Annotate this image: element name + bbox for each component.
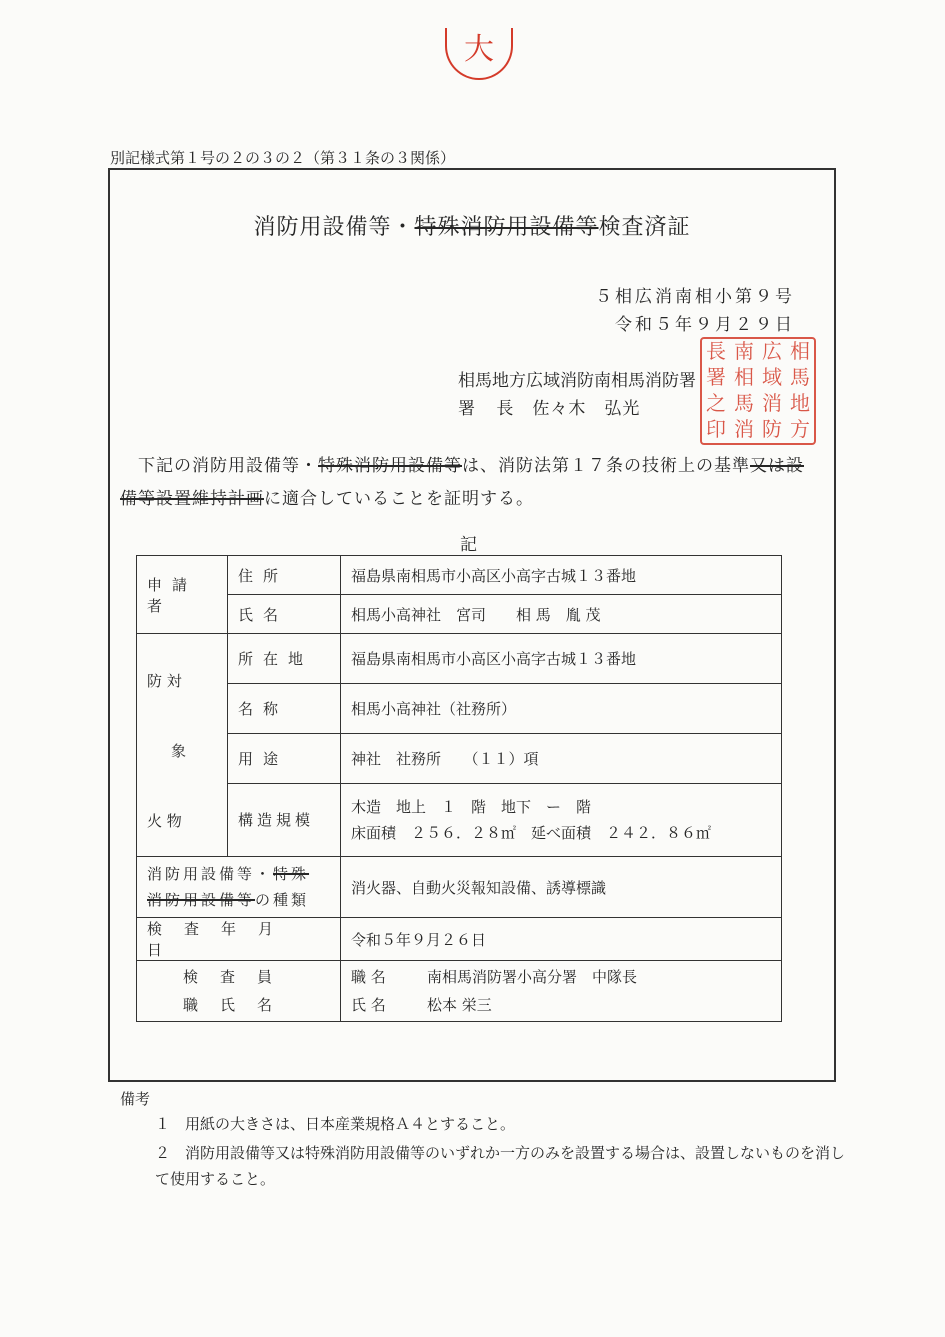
table-row	[137, 857, 782, 918]
equip-label-2-struck: 消防用設備等	[147, 891, 256, 909]
table-row	[137, 918, 782, 961]
seal-char: 署	[706, 365, 726, 389]
inspector-name-line	[351, 991, 771, 1019]
document-title	[108, 210, 836, 241]
seal-char: 広	[762, 339, 782, 363]
structure-line-2: 床面積 ２５６．２８㎡ 延べ面積 ２４２．８６㎡	[351, 823, 712, 842]
applicant-label: 申請者	[147, 575, 198, 615]
certification-statement	[120, 450, 810, 516]
table-row	[137, 683, 782, 733]
address-value: 福島県南相馬市小高区小高字古城１３番地	[341, 556, 782, 595]
inspect-date-value: 令和５年９月２６日	[341, 918, 782, 961]
location-value: 福島県南相馬市小高区小高字古城１３番地	[341, 634, 782, 684]
seal-char: 之	[706, 391, 726, 415]
structure-value	[341, 783, 782, 856]
location-label: 所在地	[238, 649, 314, 668]
equip-value: 消火器、自動火災報知設備、誘導標識	[341, 857, 782, 918]
equip-label-line-2	[147, 887, 330, 913]
title-part1: 消防用設備等・	[253, 215, 415, 240]
building-name-value: 相馬小高神社（社務所）	[341, 683, 782, 733]
inspect-date-label: 検査年月日	[147, 920, 296, 959]
structure-label: 構造規模	[238, 811, 315, 830]
applicant-name-value: 相馬小高神社 宮司 相 馬 胤 茂	[341, 595, 782, 634]
structure-line-1: 木造 地上 １ 階 地下 ー 階	[351, 797, 592, 816]
use-label: 用途	[238, 749, 289, 768]
equip-label-cell	[137, 857, 341, 918]
note-1: １ 用紙の大きさは、日本産業規格Ａ４とすること。	[155, 1115, 516, 1133]
issuer-organization: 相馬地方広域消防南相馬消防署	[458, 371, 696, 391]
table-row	[137, 783, 782, 856]
address-label: 住所	[238, 566, 289, 585]
notes-heading: 備考	[120, 1090, 151, 1108]
seal-char: 南	[734, 339, 754, 363]
document-number: ５相広消南相小第９号	[595, 287, 795, 307]
equip-label-1: 消防用設備等・	[147, 865, 274, 883]
seal-char: 相	[790, 339, 810, 363]
seal-char: 防	[762, 417, 782, 441]
seal-char: 馬	[734, 391, 754, 415]
seal-char: 地	[790, 391, 810, 415]
table-row	[137, 733, 782, 783]
seal-char: 方	[790, 417, 810, 441]
issuer-name: 署 長 佐々木 弘光	[458, 399, 641, 419]
table-row	[137, 961, 782, 1022]
official-seal-stamp	[700, 337, 816, 445]
inspector-post-label: 職 名	[351, 968, 386, 986]
statement-part1: 下記の消防用設備等・	[138, 456, 318, 476]
bname-label-cell	[228, 683, 341, 733]
seal-char: 相	[734, 365, 754, 389]
name-label-cell	[228, 595, 341, 634]
equip-label-1-struck: 特殊	[273, 865, 310, 883]
seal-char: 印	[706, 417, 726, 441]
target-label-a: 防 対	[147, 672, 182, 690]
inspector-name: 松本 栄三	[427, 996, 492, 1014]
seal-char: 消	[734, 417, 754, 441]
equip-label-line-1	[147, 861, 330, 887]
statement-part2: は、消防法第１７条の技術上の基準	[462, 456, 750, 476]
bname-label: 名称	[238, 699, 289, 718]
title-part3: 検査済証	[598, 215, 691, 240]
inspector-name-label: 氏 名	[351, 996, 386, 1014]
table-row	[137, 634, 782, 684]
target-label-cell	[137, 634, 228, 857]
seal-char: 域	[762, 365, 782, 389]
inspector-post: 南相馬消防署小高分署 中隊長	[427, 968, 638, 986]
note-2: ２ 消防用設備等又は特殊消防用設備等のいずれか一方のみを設置する場合は、設置しないものを消して使用すること。	[155, 1144, 846, 1188]
inspect-date-label-cell	[137, 918, 341, 961]
seal-char: 消	[762, 391, 782, 415]
use-value: 神社 社務所 （１１）項	[341, 733, 782, 783]
table-row	[137, 556, 782, 595]
location-label-cell	[228, 634, 341, 684]
target-label-c: 火 物	[147, 812, 182, 830]
inspector-value-cell	[341, 961, 782, 1022]
top-seal-stamp: 大	[445, 28, 513, 80]
target-label-b: 象	[171, 742, 187, 760]
address-label-cell	[228, 556, 341, 595]
structure-label-cell	[228, 783, 341, 856]
table-row	[137, 595, 782, 634]
equip-label-2: の種類	[255, 891, 310, 909]
use-label-cell	[228, 733, 341, 783]
inspector-label-cell	[137, 961, 341, 1022]
ki-heading: 記	[460, 535, 477, 555]
seal-char: 長	[706, 339, 726, 363]
applicant-label-cell	[137, 556, 228, 634]
name-label: 氏名	[238, 605, 289, 624]
inspection-table	[136, 555, 782, 1022]
statement-part3: に適合していることを証明する。	[264, 489, 534, 509]
inspector-label-1: 検査員	[183, 968, 295, 986]
statement-struck-2: 又は設備等設置維持計画	[120, 456, 804, 509]
inspector-post-line	[351, 963, 771, 991]
statement-struck-1: 特殊消防用設備等	[318, 456, 462, 476]
document-date: 令和５年９月２９日	[615, 315, 795, 335]
title-struck: 特殊消防用設備等	[414, 215, 599, 240]
seal-char: 馬	[790, 365, 810, 389]
form-label: 別記様式第１号の２の３の２（第３１条の３関係）	[110, 149, 456, 167]
inspector-label-2: 職氏名	[183, 996, 295, 1014]
